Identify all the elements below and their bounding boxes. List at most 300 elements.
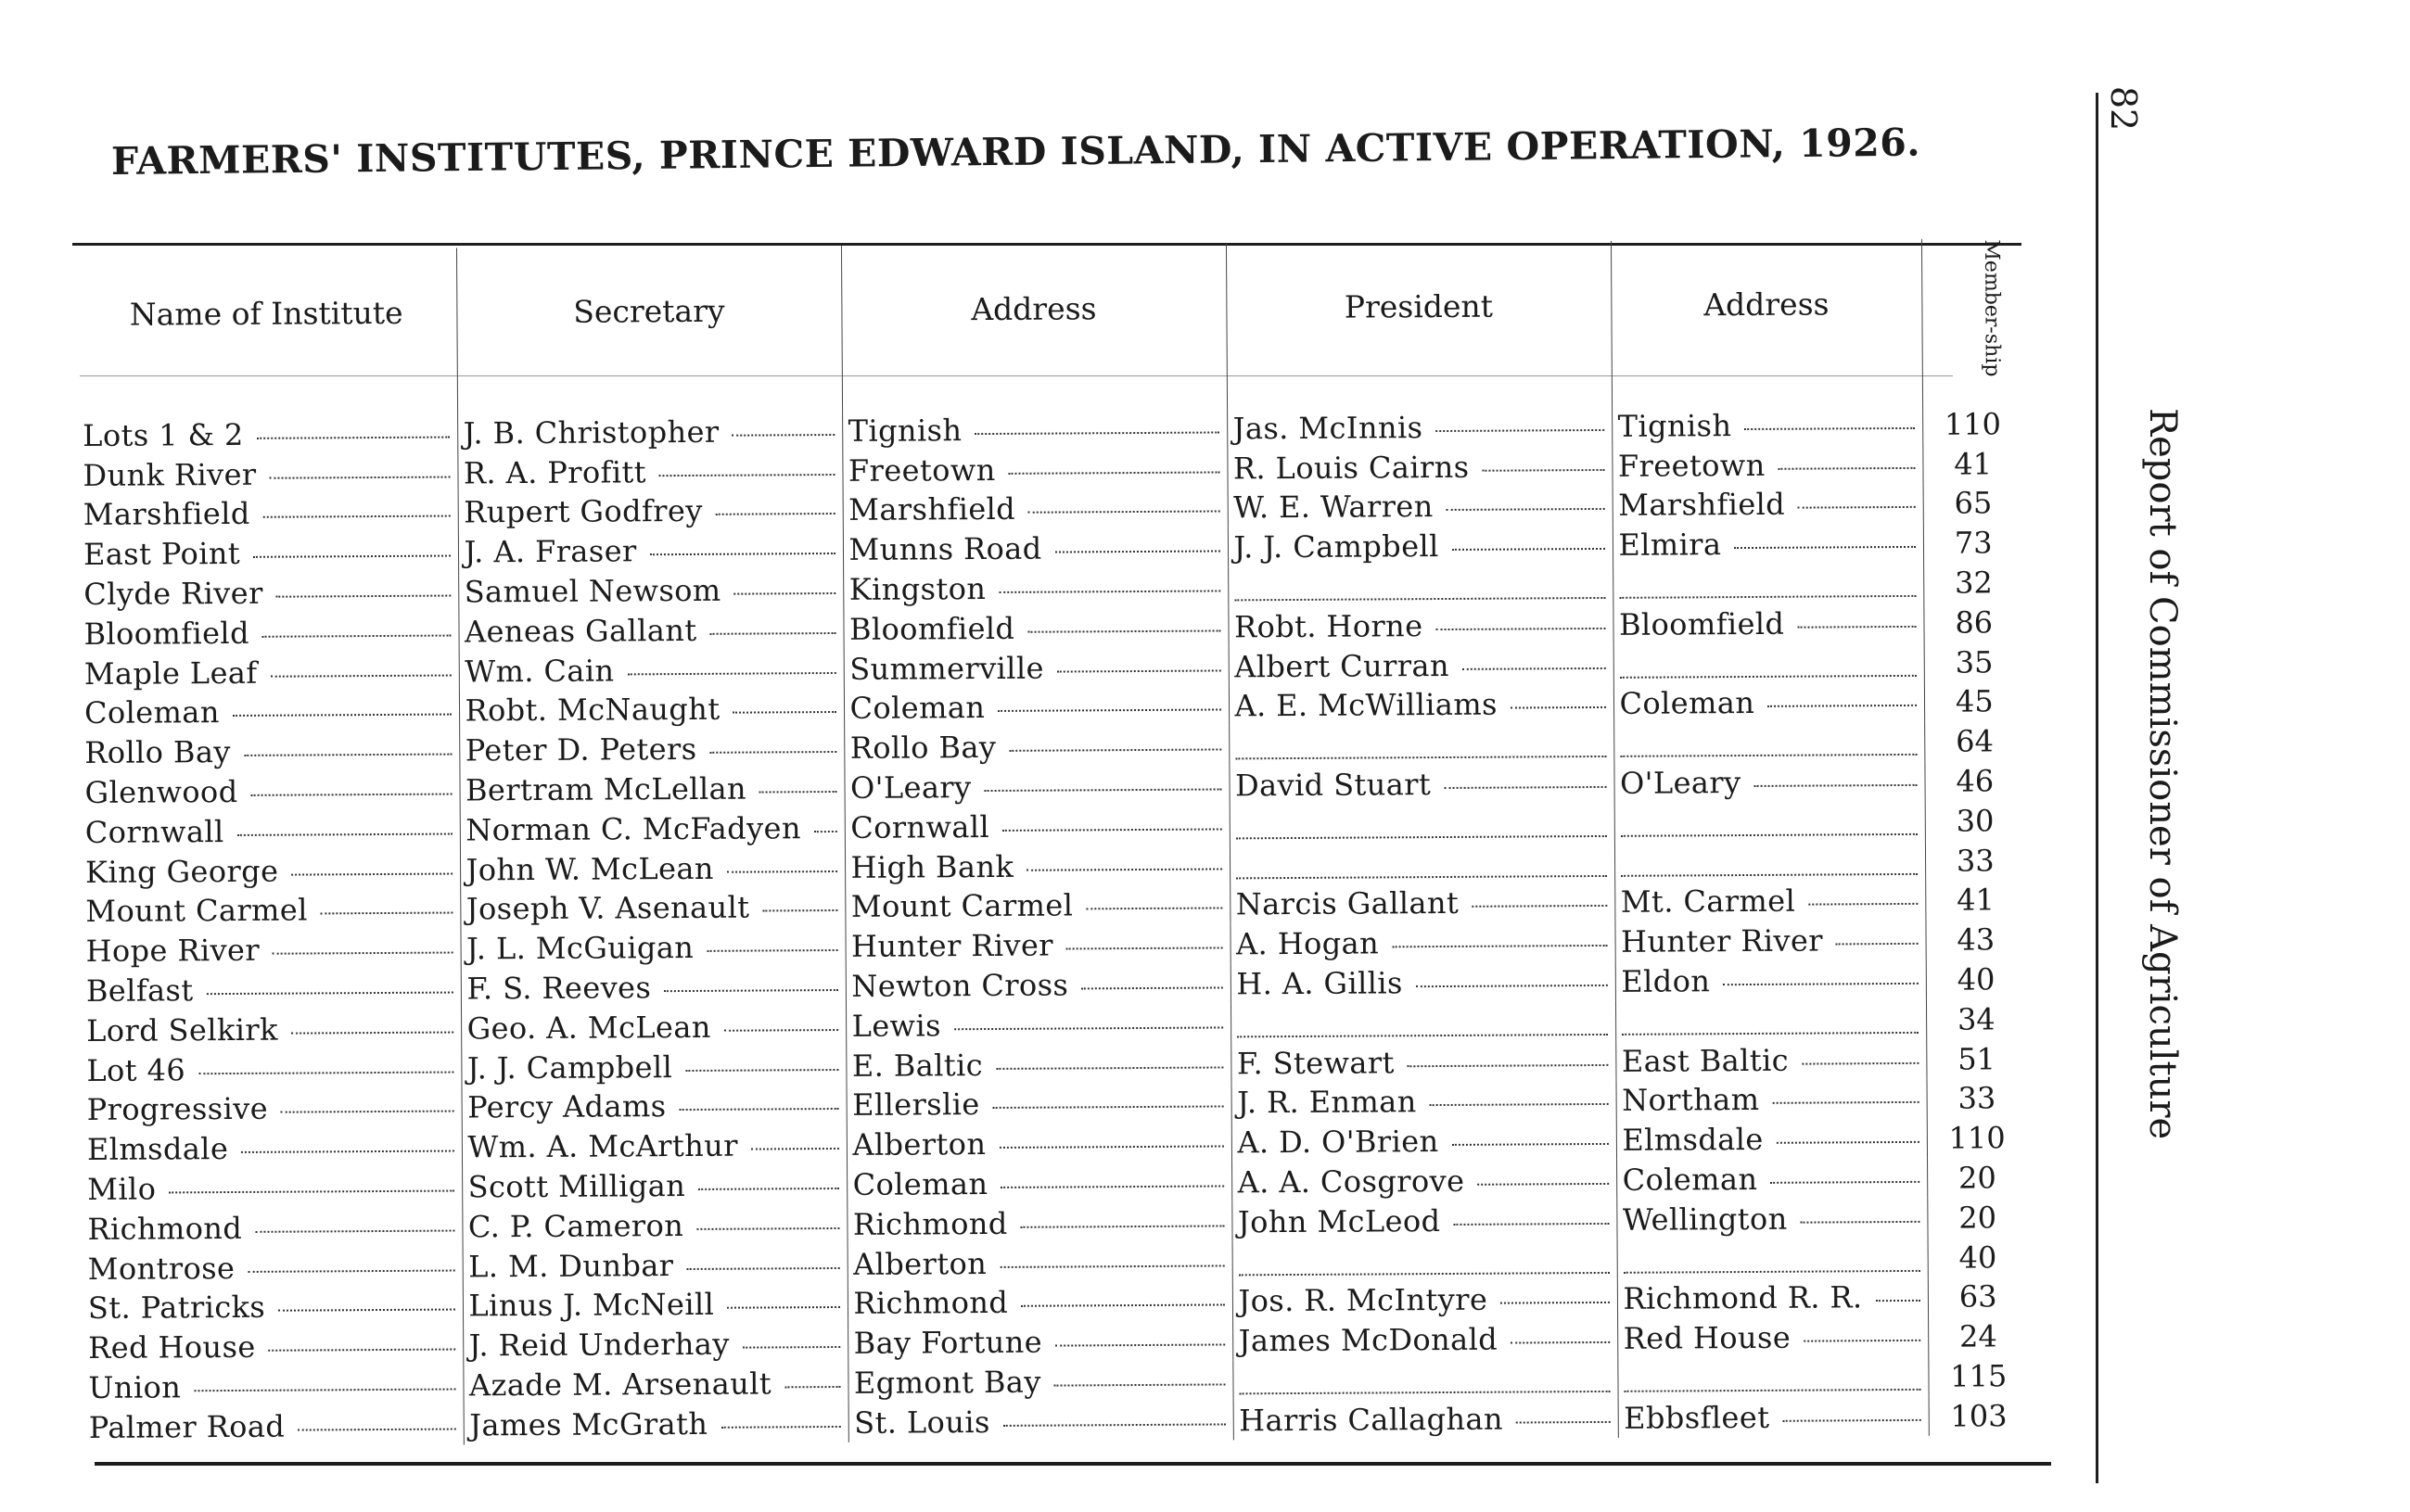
dot-leader xyxy=(1624,1383,1920,1392)
dot-leader xyxy=(1238,1265,1609,1275)
secretary-address-cell xyxy=(843,606,1228,648)
secretary-address-cell xyxy=(842,448,1227,489)
institute-name-cell-text: Marshfield xyxy=(83,496,250,533)
dot-leader xyxy=(679,1102,838,1111)
dot-leader xyxy=(733,428,835,437)
dot-leader xyxy=(281,1105,453,1113)
secretary-address-cell-text: Bay Fortune xyxy=(853,1324,1043,1362)
dot-leader xyxy=(985,782,1222,792)
secretary-cell xyxy=(460,807,845,849)
president-cell xyxy=(1231,1200,1616,1241)
president-cell-text: A. Hogan xyxy=(1235,925,1380,962)
institute-name-cell-text: Bloomfield xyxy=(83,615,249,652)
institute-name-cell xyxy=(81,1008,461,1049)
institute-name-cell xyxy=(79,691,459,732)
membership-cell: 20 xyxy=(1927,1157,2027,1197)
header-membership-label: Member-ship xyxy=(1979,238,2004,376)
secretary-address-cell xyxy=(843,567,1228,609)
dot-leader xyxy=(998,704,1220,712)
secretary-cell xyxy=(461,1046,846,1087)
dot-leader xyxy=(1001,1179,1223,1188)
president-address-cell xyxy=(1614,920,1925,961)
institute-name-cell xyxy=(80,809,460,851)
president-cell xyxy=(1229,644,1613,686)
secretary-cell-text: Norman C. McFadyen xyxy=(465,810,801,848)
running-head: Report of Commissioner of Agriculture xyxy=(2141,408,2184,1140)
institute-name-cell-text: East Point xyxy=(83,536,241,573)
secretary-cell-text: Wm. Cain xyxy=(465,653,615,690)
institute-name-cell-text: Elmsdale xyxy=(86,1131,229,1168)
dot-leader xyxy=(1430,1098,1609,1106)
institute-name-cell xyxy=(79,651,459,692)
secretary-address-cell-text: Rollo Bay xyxy=(849,730,997,767)
dot-leader xyxy=(1021,1219,1224,1227)
secretary-address-cell-text: Mount Carmel xyxy=(850,887,1074,925)
secretary-address-cell xyxy=(843,488,1228,529)
dot-leader xyxy=(709,745,835,754)
dot-leader xyxy=(1066,942,1222,950)
dot-leader xyxy=(1028,505,1219,514)
dot-leader xyxy=(1026,862,1221,870)
dot-leader xyxy=(263,510,451,518)
dot-leader xyxy=(1234,591,1605,601)
president-address-cell-text: Marshfield xyxy=(1618,487,1786,524)
institute-name-cell-text: Glenwood xyxy=(84,773,238,810)
dot-leader xyxy=(298,1422,455,1430)
institute-name-cell-text: Lots 1 & 2 xyxy=(83,416,244,453)
secretary-address-cell xyxy=(848,1281,1232,1323)
secretary-cell xyxy=(460,926,845,968)
secretary-cell xyxy=(462,1164,847,1206)
dot-leader xyxy=(724,1023,838,1032)
membership-cell: 103 xyxy=(1929,1395,2029,1435)
dot-leader xyxy=(237,827,453,835)
president-cell xyxy=(1229,763,1613,805)
dot-leader xyxy=(1767,699,1916,707)
membership-cell: 73 xyxy=(1923,523,2023,563)
president-address-cell xyxy=(1617,1238,1928,1279)
president-cell xyxy=(1228,565,1613,606)
secretary-address-cell-text: Ellerslie xyxy=(852,1086,980,1124)
president-cell xyxy=(1228,525,1613,566)
institute-name-cell-text: Palmer Road xyxy=(88,1408,286,1445)
secretary-cell-text: L. M. Dunbar xyxy=(468,1247,674,1284)
secretary-cell-text: F. S. Reeves xyxy=(466,970,652,1007)
dot-leader xyxy=(233,708,452,717)
membership-cell: 20 xyxy=(1927,1197,2027,1237)
institute-name-cell xyxy=(83,1404,464,1446)
institute-name-cell xyxy=(83,1286,463,1328)
dot-leader xyxy=(1452,542,1605,551)
membership-cell: 64 xyxy=(1924,721,2024,761)
president-address-cell xyxy=(1615,999,1926,1041)
dot-leader xyxy=(1472,899,1607,908)
secretary-address-cell-text: High Bank xyxy=(850,848,1014,885)
dot-leader xyxy=(1416,979,1608,987)
secretary-address-cell xyxy=(846,1043,1231,1085)
dot-leader xyxy=(1802,1056,1919,1064)
dot-leader xyxy=(627,667,835,675)
secretary-cell-text: J. A. Fraser xyxy=(464,533,637,570)
institute-name-cell xyxy=(79,770,459,812)
dot-leader xyxy=(734,587,835,595)
president-address-cell-text: Ebbsfleet xyxy=(1624,1399,1770,1436)
secretary-cell-text: J. L. McGuigan xyxy=(465,930,695,967)
dot-leader xyxy=(1462,662,1605,670)
secretary-cell xyxy=(463,1244,848,1286)
dot-leader xyxy=(1009,743,1220,752)
dot-leader xyxy=(270,470,450,478)
dot-leader xyxy=(727,865,837,873)
dot-leader xyxy=(1500,1296,1609,1304)
president-address-cell-text: Bloomfield xyxy=(1618,605,1785,642)
president-cell-text: H. A. Gillis xyxy=(1236,965,1403,1002)
dot-leader xyxy=(710,627,836,635)
dot-leader xyxy=(743,1340,840,1349)
membership-cell: 86 xyxy=(1923,602,2023,642)
institute-name-cell xyxy=(81,1048,461,1089)
institute-name-cell xyxy=(77,413,457,454)
secretary-address-cell xyxy=(846,1003,1231,1045)
president-cell-text: Jos. R. McIntyre xyxy=(1238,1282,1488,1319)
dot-leader xyxy=(1055,545,1220,553)
dot-leader xyxy=(1808,897,1918,906)
institute-name-cell xyxy=(83,1326,463,1367)
dot-leader xyxy=(248,1264,454,1272)
president-address-cell xyxy=(1613,642,1924,684)
secretary-cell-text: R. A. Profitt xyxy=(463,453,647,491)
dot-leader xyxy=(321,907,453,915)
institute-name-cell xyxy=(78,492,458,534)
dot-leader xyxy=(1081,981,1222,989)
secretary-address-cell-text: Coleman xyxy=(849,690,986,727)
institute-name-cell xyxy=(80,889,460,931)
president-cell xyxy=(1230,803,1614,845)
president-address-cell-text: Eldon xyxy=(1621,963,1711,999)
institute-name-cell-text: Richmond xyxy=(87,1210,243,1247)
dot-leader xyxy=(1447,502,1605,511)
page-number: 82 xyxy=(2103,85,2144,132)
president-address-cell xyxy=(1613,523,1923,565)
dot-leader xyxy=(698,1182,839,1190)
secretary-cell-text: Azade M. Arsenault xyxy=(468,1366,772,1404)
dot-leader xyxy=(1086,902,1222,910)
president-address-cell-text: Richmond R. R. xyxy=(1623,1279,1863,1317)
secretary-address-cell xyxy=(844,726,1229,768)
secretary-cell-text: Percy Adams xyxy=(467,1088,667,1125)
dot-leader xyxy=(1002,822,1221,831)
secretary-address-cell xyxy=(845,805,1230,846)
institute-name-cell xyxy=(78,611,458,653)
dot-leader xyxy=(1744,422,1914,430)
dot-leader xyxy=(1027,624,1220,632)
secretary-address-cell-text: Hunter River xyxy=(850,927,1054,965)
secretary-address-cell-text: Alberton xyxy=(853,1245,988,1282)
secretary-address-cell xyxy=(847,1083,1231,1124)
secretary-cell xyxy=(459,768,844,809)
president-cell xyxy=(1233,1398,1618,1440)
institute-name-cell xyxy=(78,572,458,614)
secretary-address-cell xyxy=(848,1400,1233,1442)
membership-cell: 34 xyxy=(1926,998,2026,1038)
president-cell xyxy=(1232,1358,1617,1400)
secretary-cell xyxy=(461,1006,846,1048)
membership-cell: 110 xyxy=(1922,403,2022,443)
secretary-address-cell-text: O'Leary xyxy=(849,769,972,806)
dot-leader xyxy=(1057,664,1220,672)
president-address-cell xyxy=(1614,841,1925,883)
president-address-cell xyxy=(1616,1158,1927,1200)
secretary-address-cell xyxy=(847,1201,1231,1243)
institute-name-cell-text: Union xyxy=(88,1369,182,1405)
president-cell-text: F. Stewart xyxy=(1236,1044,1395,1081)
president-cell xyxy=(1230,843,1614,884)
president-address-cell-text: Mt. Carmel xyxy=(1620,883,1796,921)
dot-leader xyxy=(255,1224,454,1232)
dot-leader xyxy=(1511,701,1606,709)
dot-leader xyxy=(814,825,836,832)
president-cell xyxy=(1231,961,1615,1003)
secretary-address-cell xyxy=(843,527,1228,569)
header-membership xyxy=(1921,238,2022,376)
secretary-address-cell xyxy=(844,646,1229,688)
institute-name-cell-text: Montrose xyxy=(87,1250,236,1287)
secretary-address-cell-text: Egmont Bay xyxy=(853,1364,1041,1401)
president-cell xyxy=(1231,1001,1615,1043)
secretary-cell xyxy=(462,1204,847,1246)
secretary-cell-text: Robt. McNaught xyxy=(465,692,720,729)
secretary-address-cell xyxy=(845,884,1230,926)
institute-name-cell-text: Dunk River xyxy=(83,456,257,493)
membership-cell: 32 xyxy=(1923,562,2023,602)
president-address-cell-text: Coleman xyxy=(1622,1161,1758,1198)
page-title: FARMERS' INSTITUTES, PRINCE EDWARD ISLAND, IN ACTIVE OPERATION, 1926. xyxy=(110,120,1921,184)
president-cell xyxy=(1228,604,1613,646)
secretary-cell-text: Bertram McLellan xyxy=(465,770,747,808)
dot-leader xyxy=(1435,424,1603,432)
dot-leader xyxy=(751,1142,839,1150)
institute-name-cell xyxy=(82,1167,462,1209)
dot-leader xyxy=(1516,1416,1610,1424)
dot-leader xyxy=(1235,830,1606,839)
dot-leader xyxy=(999,1140,1223,1149)
membership-cell: 33 xyxy=(1926,1078,2026,1118)
secretary-cell xyxy=(460,847,845,889)
institute-name-cell-text: Maple Leaf xyxy=(83,654,258,692)
secretary-cell xyxy=(458,490,843,532)
dot-leader xyxy=(276,590,451,598)
dot-leader xyxy=(1392,939,1607,947)
dot-leader xyxy=(1622,1026,1919,1036)
dot-leader xyxy=(650,547,835,555)
president-cell-text: J. J. Campbell xyxy=(1233,528,1439,565)
president-cell-text: W. E. Warren xyxy=(1233,489,1434,526)
secretary-address-cell-text: Tignish xyxy=(848,412,963,449)
president-address-cell xyxy=(1614,880,1925,921)
institute-name-cell xyxy=(82,1206,462,1248)
dot-leader xyxy=(1511,1336,1610,1344)
president-address-cell xyxy=(1615,1039,1926,1081)
president-address-cell xyxy=(1613,721,1924,763)
dot-leader xyxy=(1779,461,1915,469)
president-cell-text: R. Louis Cairns xyxy=(1232,449,1470,486)
president-cell-text: A. D. O'Brien xyxy=(1237,1124,1439,1161)
president-cell-text: Robt. Horne xyxy=(1233,607,1423,645)
president-address-cell xyxy=(1616,1198,1927,1239)
president-cell xyxy=(1232,1278,1617,1320)
secretary-address-cell xyxy=(848,1321,1232,1363)
president-address-cell xyxy=(1612,404,1922,446)
president-address-cell xyxy=(1618,1396,1929,1438)
dot-leader xyxy=(659,468,835,476)
institute-name-cell-text: Rollo Bay xyxy=(84,734,231,771)
dot-leader xyxy=(251,788,453,796)
president-cell xyxy=(1230,921,1614,963)
institute-name-cell xyxy=(82,1087,462,1129)
secretary-address-cell xyxy=(845,845,1230,886)
president-cell-text: David Stuart xyxy=(1234,767,1432,804)
dot-leader xyxy=(1477,1177,1608,1186)
dot-leader xyxy=(1408,1058,1608,1066)
dot-leader xyxy=(1482,464,1604,472)
president-cell-text: Narcis Gallant xyxy=(1235,885,1460,922)
president-address-cell xyxy=(1613,563,1923,604)
president-address-cell-text: Wellington xyxy=(1622,1201,1788,1238)
secretary-address-cell-text: Summerville xyxy=(849,650,1044,687)
president-address-cell xyxy=(1617,1277,1928,1318)
president-cell xyxy=(1232,1318,1617,1360)
membership-cell: 33 xyxy=(1925,840,2025,880)
bottom-rule xyxy=(95,1462,2051,1466)
secretary-address-cell xyxy=(844,766,1229,807)
dot-leader xyxy=(784,1380,840,1388)
dot-leader xyxy=(1444,781,1606,789)
secretary-cell-text: Joseph V. Asenault xyxy=(465,889,750,927)
secretary-cell-text: Rupert Godfrey xyxy=(464,493,703,530)
secretary-cell xyxy=(459,649,844,691)
dot-leader xyxy=(720,1420,840,1429)
president-address-cell-text: O'Leary xyxy=(1619,765,1741,801)
institute-name-cell xyxy=(83,1246,463,1288)
secretary-cell xyxy=(459,728,844,769)
header-president: President xyxy=(1226,241,1612,372)
dot-leader xyxy=(269,1343,455,1352)
secretary-cell xyxy=(457,451,842,492)
membership-cell: 63 xyxy=(1928,1277,2028,1316)
institute-name-cell xyxy=(83,1366,463,1407)
president-cell xyxy=(1227,446,1612,488)
header-secretary-address: Address xyxy=(841,243,1227,374)
president-address-cell xyxy=(1615,959,1926,1001)
institute-name-cell-text: Lord Selkirk xyxy=(86,1011,278,1048)
dot-leader xyxy=(759,785,836,794)
dot-leader xyxy=(664,984,837,992)
dot-leader xyxy=(241,1145,453,1153)
membership-cell: 30 xyxy=(1925,800,2025,840)
president-cell xyxy=(1229,723,1613,765)
membership-cell: 35 xyxy=(1924,642,2024,681)
institute-name-cell-text: Clyde River xyxy=(83,575,263,612)
president-cell-text: John McLeod xyxy=(1237,1202,1441,1240)
dot-leader xyxy=(1021,1299,1224,1307)
president-address-cell-text: Hunter River xyxy=(1620,922,1824,959)
president-address-cell-text: Tignish xyxy=(1617,407,1732,444)
dot-leader xyxy=(1236,869,1607,878)
secretary-cell xyxy=(463,1323,848,1365)
president-address-cell-text: East Baltic xyxy=(1621,1042,1790,1079)
dot-leader xyxy=(1836,937,1918,946)
president-address-cell xyxy=(1613,483,1923,525)
president-cell xyxy=(1231,1080,1616,1122)
secretary-address-cell-text: Bloomfield xyxy=(848,610,1015,647)
secretary-cell xyxy=(458,569,843,611)
secretary-address-cell-text: E. Baltic xyxy=(851,1047,984,1084)
dot-leader xyxy=(762,904,836,911)
institute-name-cell-text: Belfast xyxy=(85,972,194,1009)
president-cell xyxy=(1231,1041,1615,1083)
membership-cell: 46 xyxy=(1924,760,2024,800)
membership-cell: 115 xyxy=(1928,1355,2028,1395)
dot-leader xyxy=(1235,750,1606,759)
secretary-cell xyxy=(462,1124,847,1166)
dot-leader xyxy=(716,507,835,515)
president-address-cell xyxy=(1616,1078,1927,1120)
dot-leader xyxy=(291,867,452,875)
secretary-cell xyxy=(459,689,844,731)
membership-cell: 41 xyxy=(1922,443,2022,483)
dot-leader xyxy=(169,1184,453,1193)
dot-leader xyxy=(1782,1414,1920,1422)
dot-leader xyxy=(1239,1385,1610,1394)
president-address-cell xyxy=(1616,1118,1927,1160)
president-cell-text: Harris Callaghan xyxy=(1239,1401,1504,1439)
secretary-cell-text: J. Reid Underhay xyxy=(468,1326,730,1364)
dot-leader xyxy=(1734,540,1915,549)
dot-leader xyxy=(1798,501,1915,509)
dot-leader xyxy=(727,1301,839,1309)
president-address-cell-text: Red House xyxy=(1623,1319,1792,1356)
president-address-cell xyxy=(1617,1356,1928,1398)
president-cell xyxy=(1229,683,1613,725)
membership-cell: 41 xyxy=(1925,880,2025,920)
dot-leader xyxy=(696,1222,839,1230)
secretary-address-cell xyxy=(845,924,1230,966)
membership-cell: 43 xyxy=(1925,920,2025,959)
dot-leader xyxy=(1801,1215,1919,1224)
dot-leader xyxy=(954,1021,1223,1030)
dot-leader xyxy=(1619,668,1916,678)
secretary-cell-text: J. B. Christopher xyxy=(463,413,720,451)
institute-name-cell xyxy=(80,929,460,971)
secretary-address-cell-text: St. Louis xyxy=(854,1404,990,1441)
secretary-cell xyxy=(463,1363,848,1404)
dot-leader xyxy=(1623,1264,1919,1273)
president-address-cell xyxy=(1612,444,1922,486)
president-address-cell-text: Elmira xyxy=(1618,527,1722,564)
dot-leader xyxy=(1770,1175,1919,1184)
dot-leader xyxy=(707,944,837,952)
membership-cell: 51 xyxy=(1926,1038,2026,1078)
secretary-cell xyxy=(457,411,842,452)
secretary-address-cell xyxy=(847,1123,1231,1164)
secretary-address-cell xyxy=(847,1163,1231,1204)
president-address-cell-text: Elmsdale xyxy=(1622,1122,1764,1158)
president-address-cell-text: Northam xyxy=(1622,1082,1760,1119)
president-address-cell-text: Coleman xyxy=(1619,685,1755,722)
dot-leader xyxy=(273,947,453,955)
dot-leader xyxy=(262,629,451,637)
dot-leader xyxy=(1621,867,1918,876)
